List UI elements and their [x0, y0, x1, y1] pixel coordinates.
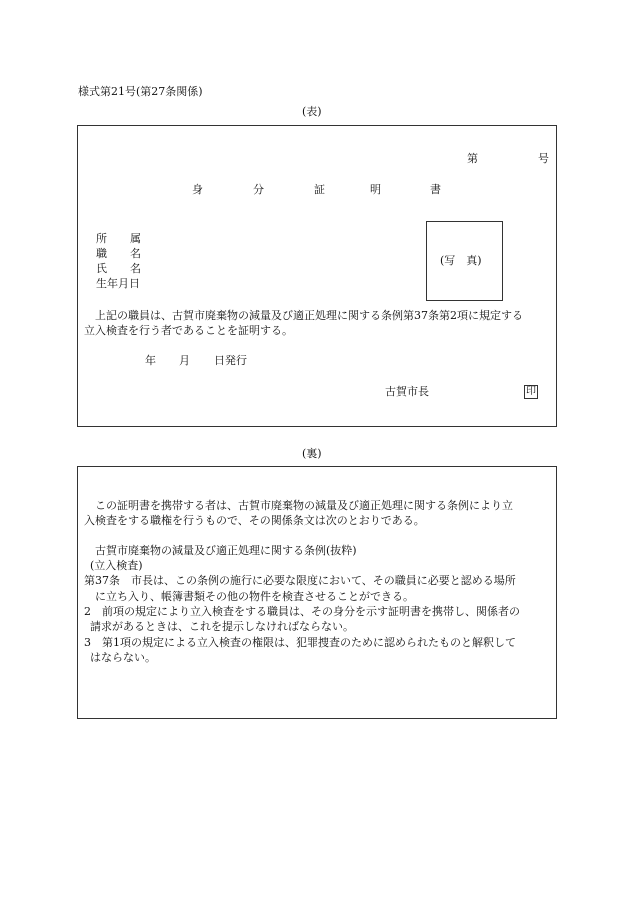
article-37-line-1: 第37条 市長は、この条例の施行に必要な限度において、その職員に必要と認める場所 [84, 574, 516, 587]
article-caption: (立入検査) [90, 559, 143, 572]
form-number: 様式第21号(第27条関係) [78, 85, 203, 98]
photo-label: (写 真) [440, 254, 482, 267]
issue-year: 年 [145, 354, 156, 367]
birthdate-label: 生年月日 [96, 277, 140, 290]
job-title-label-b: 名 [130, 247, 141, 260]
certificate-number-suffix: 号 [538, 152, 549, 165]
ordinance-title: 古賀市廃棄物の減量及び適正処理に関する条例(抜粋) [95, 544, 357, 557]
issuer-name: 古賀市長 [385, 385, 429, 398]
title-char: 書 [430, 183, 441, 196]
front-side-label: (表) [302, 105, 322, 118]
seal-mark: 印 [526, 386, 536, 397]
back-intro-line-1: この証明書を携帯する者は、古賀市廃棄物の減量及び適正処理に関する条例により立 [95, 499, 513, 512]
affiliation-label-b: 属 [130, 232, 141, 245]
affiliation-label-a: 所 [96, 232, 107, 245]
paragraph-2-line-2: 請求があるときは、これを提示しなければならない。 [90, 620, 354, 633]
article-37-line-2: に立ち入り、帳簿書類その他の物件を検査させることができる。 [95, 590, 414, 603]
back-side-label: (裏) [302, 447, 322, 460]
title-char: 身 [192, 183, 203, 196]
statement-line-1: 上記の職員は、古賀市廃棄物の減量及び適正処理に関する条例第37条第2項に規定する [95, 309, 523, 322]
certificate-number-prefix: 第 [467, 152, 478, 165]
name-label-b: 名 [130, 262, 141, 275]
name-label-a: 氏 [96, 262, 107, 275]
issue-day: 日発行 [214, 354, 247, 367]
title-char: 証 [314, 183, 325, 196]
paragraph-3-line-2: はならない。 [90, 651, 156, 664]
statement-line-2: 立入検査を行う者であることを証明する。 [84, 324, 293, 337]
paragraph-3-line-1: 3 第1項の規定による立入検査の権限は、犯罪捜査のために認められたものと解釈して [84, 636, 516, 649]
title-char: 明 [370, 183, 381, 196]
paragraph-2-line-1: 2 前項の規定により立入検査をする職員は、その身分を示す証明書を携帯し、関係者の [84, 605, 520, 618]
back-intro-line-2: 入検査をする職権を行うもので、その関係条文は次のとおりである。 [84, 514, 425, 527]
job-title-label-a: 職 [96, 247, 107, 260]
issue-month: 月 [179, 354, 190, 367]
title-char: 分 [253, 183, 264, 196]
